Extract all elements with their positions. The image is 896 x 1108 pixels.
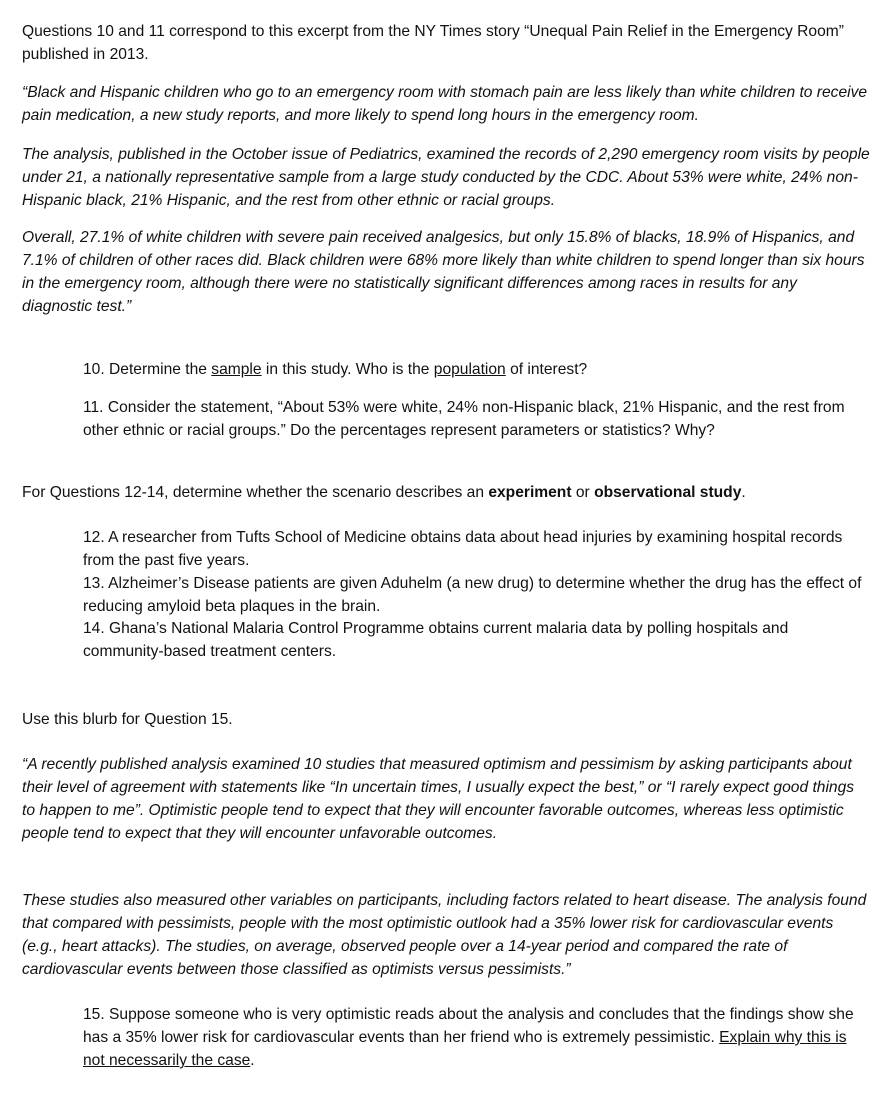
excerpt-text-1: “Black and Hispanic children who go to an emergency room with stomach pain are less likely than white children to receive pain medication, a new study reports, and more likely to spend long hours in the emergency room.	[22, 84, 868, 124]
excerpt-paragraph-3	[22, 226, 870, 318]
experiment-term: experiment	[488, 484, 572, 501]
q13-text: 13. Alzheimer’s Disease patients are given Aduhelm (a new drug) to determine whether the drug has the effect of reducing amyloid beta plaques in the brain.	[83, 575, 862, 615]
blurb-text-2: These studies also measured other variables on participants, including factors related to heart disease. The analysis found that compared with pessimists, people with the most optimistic outlook had a 35% lower risk for cardiovascular events (e.g., heart attacks). The studies, on average, observed people over a 14-year period and compared the rate of cardiovascular events between those classified as optimists versus pessimists.”	[22, 892, 867, 978]
q12-text: 12. A researcher from Tufts School of Medicine obtains data about head injuries by examining hospital records from the past five years.	[83, 529, 843, 569]
question-10	[83, 358, 863, 381]
question-11	[83, 396, 863, 442]
excerpt-text-2: The analysis, published in the October issue of Pediatrics, examined the records of 2,290 emergency room visits by people under 21, a nationally representative sample from a large study conducted by the CDC. About 53% were white, 24% non-Hispanic black, 21% Hispanic, and the rest from other ethnic or racial groups.	[22, 146, 870, 209]
intro-text: Questions 10 and 11 correspond to this excerpt from the NY Times story “Unequal Pain Relief in the Emergency Room” published in 2013.	[22, 23, 844, 63]
question-13	[83, 572, 863, 618]
q15-explain-instruction: Explain why this is not necessarily the case	[83, 1029, 847, 1069]
q10-population-term: population	[433, 361, 506, 378]
observational-study-term: observational study	[594, 484, 742, 501]
blurb-label	[22, 708, 870, 731]
blurb-paragraph-2	[22, 889, 870, 981]
q15-text: 15. Suppose someone who is very optimistic reads about the analysis and concludes that the findings show she has a 35% lower risk for cardiovascular events than her friend who is extremely pessimistic.	[83, 1006, 854, 1046]
blurb-paragraph-1	[22, 753, 870, 845]
excerpt-text-3: Overall, 27.1% of white children with severe pain received analgesics, but only 15.8% of blacks, 18.9% of Hispanics, and 7.1% of children of other races did. Black children were 68% more likely than white children to spend longer than six hours in the emergency room, although there were no statistically significant differences among races in results for any diagnostic test.”	[22, 229, 865, 315]
q10-pre: 10. Determine the	[83, 361, 212, 378]
q11-text: 11. Consider the statement, “About 53% were white, 24% non-Hispanic black, 21% Hispanic, and the rest from other ethnic or racial groups.” Do the percentages represent parameters or statistics? Why?	[83, 399, 845, 439]
section-pre: For Questions 12-14, determine whether the scenario describes an	[22, 484, 489, 501]
q10-mid: in this study. Who is the	[261, 361, 434, 378]
question-12	[83, 526, 863, 572]
section-or: or	[571, 484, 595, 501]
question-14	[83, 617, 863, 663]
q10-sample-term: sample	[211, 361, 262, 378]
q15-end: .	[250, 1052, 255, 1069]
blurb-label-text: Use this blurb for Question 15.	[22, 711, 233, 728]
section-post: .	[741, 484, 746, 501]
question-15	[83, 1003, 863, 1072]
intro-paragraph	[22, 20, 870, 66]
q14-text: 14. Ghana’s National Malaria Control Programme obtains current malaria data by polling hospitals and community-based treatment centers.	[83, 620, 789, 660]
excerpt-paragraph-1	[22, 81, 870, 127]
blurb-text-1: “A recently published analysis examined 10 studies that measured optimism and pessimism by asking participants about their level of agreement with statements like “In uncertain times, I usually expect the best,” or “I rarely expect good things to happen to me”. Optimistic people tend to expect that they will encounter favorable outcomes, whereas less optimistic people tend to expect that they will encounter unfavorable outcomes.	[22, 756, 855, 842]
section-12-14-instructions	[22, 481, 870, 504]
excerpt-paragraph-2	[22, 143, 870, 212]
q10-post: of interest?	[505, 361, 588, 378]
